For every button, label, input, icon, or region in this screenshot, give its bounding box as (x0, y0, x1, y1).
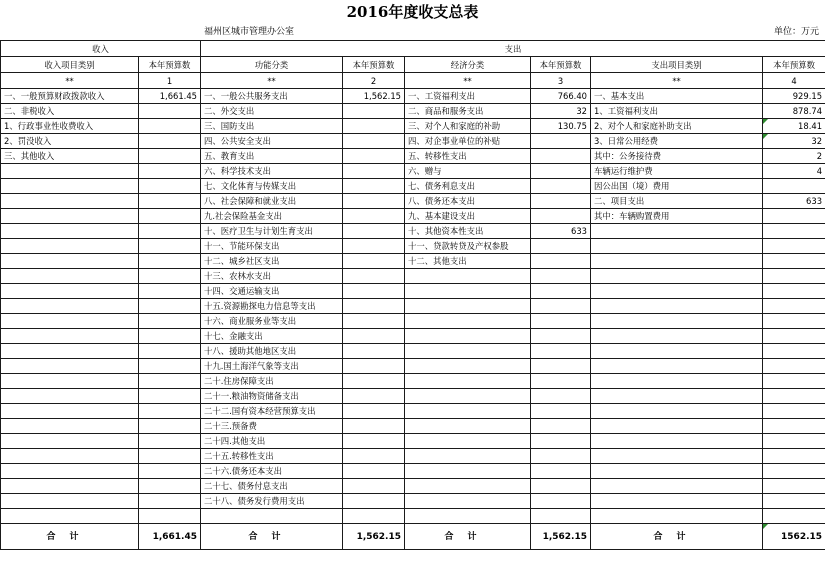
cell-c1[interactable] (1, 344, 139, 359)
col-header-economic[interactable]: 经济分类 (405, 57, 531, 73)
cell-c6[interactable] (531, 254, 591, 269)
cell-c6[interactable] (531, 509, 591, 524)
cell-c3[interactable]: 二十三.预备费 (201, 419, 343, 434)
table-row (1, 404, 825, 419)
cell-c5[interactable] (405, 464, 531, 479)
cell-c8[interactable] (763, 404, 825, 419)
cell-c7[interactable] (591, 464, 763, 479)
cell-c7[interactable]: 1、工资福利支出 (591, 104, 763, 119)
table-row (1, 509, 825, 524)
cell-c3[interactable]: 十四、交通运输支出 (201, 284, 343, 299)
cell-c7[interactable] (591, 224, 763, 239)
cell-c2[interactable] (139, 314, 201, 329)
cell-c1[interactable] (1, 224, 139, 239)
cell-c6[interactable] (531, 449, 591, 464)
cell-c6[interactable] (531, 134, 591, 149)
cell-c5[interactable] (405, 299, 531, 314)
cell-c4[interactable] (343, 209, 405, 224)
cell-c6[interactable]: 32 (531, 104, 591, 119)
cell-c8[interactable] (763, 269, 825, 284)
table-row (1, 119, 825, 134)
cell-c1[interactable] (1, 209, 139, 224)
cell-c2[interactable] (139, 434, 201, 449)
cell-c5[interactable] (405, 434, 531, 449)
table-row (1, 314, 825, 329)
cell-c1[interactable] (1, 164, 139, 179)
cell-c6[interactable] (531, 479, 591, 494)
cell-c3[interactable]: 十七、金融支出 (201, 329, 343, 344)
cell-c5[interactable]: 四、对企事业单位的补贴 (405, 134, 531, 149)
cell-c6[interactable]: 633 (531, 224, 591, 239)
cell-c1[interactable] (1, 269, 139, 284)
cell-c7[interactable] (591, 404, 763, 419)
code-cell[interactable]: ** (405, 73, 531, 89)
page-title: 2016年度收支总表 (346, 3, 479, 21)
table-row (1, 494, 825, 509)
cell-c8[interactable] (763, 509, 825, 524)
table-row (1, 134, 825, 149)
cell-c4[interactable] (343, 374, 405, 389)
cell-c4[interactable] (343, 359, 405, 374)
cell-c4[interactable] (343, 224, 405, 239)
cell-c1[interactable]: 一、一般预算财政拨款收入 (1, 89, 139, 104)
cell-c1[interactable] (1, 314, 139, 329)
income-header[interactable]: 收入 (1, 41, 201, 57)
cell-c3[interactable]: 四、公共安全支出 (201, 134, 343, 149)
col-header-function[interactable]: 功能分类 (201, 57, 343, 73)
cell-c6[interactable] (531, 359, 591, 374)
cell-c8[interactable] (763, 284, 825, 299)
cell-c6[interactable] (531, 464, 591, 479)
total-economic[interactable]: 1,562.15 (531, 524, 591, 550)
table-row (1, 479, 825, 494)
cell-c1[interactable]: 2、罚没收入 (1, 134, 139, 149)
cell-c7[interactable] (591, 239, 763, 254)
total-label[interactable]: 合计 (1, 524, 139, 550)
cell-c2[interactable] (139, 389, 201, 404)
col-header-income-category[interactable]: 收入项目类别 (1, 57, 139, 73)
cell-c6[interactable] (531, 314, 591, 329)
cell-c8[interactable] (763, 449, 825, 464)
subtitle-row (0, 25, 825, 39)
cell-c1[interactable] (1, 494, 139, 509)
cell-c4[interactable] (343, 419, 405, 434)
cell-c3[interactable]: 三、国防支出 (201, 119, 343, 134)
cell-c7[interactable] (591, 479, 763, 494)
cell-c4[interactable] (343, 194, 405, 209)
cell-c2[interactable] (139, 359, 201, 374)
cell-c2[interactable] (139, 344, 201, 359)
cell-c8[interactable] (763, 464, 825, 479)
col-header-budget-1[interactable]: 本年预算数 (139, 57, 201, 73)
cell-c2[interactable] (139, 149, 201, 164)
table-row (1, 254, 825, 269)
cell-c4[interactable] (343, 134, 405, 149)
cell-c7[interactable] (591, 374, 763, 389)
table-row (1, 179, 825, 194)
cell-c3[interactable]: 十六、商业服务业等支出 (201, 314, 343, 329)
table-row (1, 434, 825, 449)
cell-c4[interactable] (343, 179, 405, 194)
table-row (1, 344, 825, 359)
cell-c7[interactable]: 其中：车辆购置费用 (591, 209, 763, 224)
cell-c1[interactable] (1, 284, 139, 299)
cell-c1[interactable] (1, 479, 139, 494)
cell-c8[interactable] (763, 314, 825, 329)
cell-c3[interactable] (201, 509, 343, 524)
cell-c8[interactable] (763, 299, 825, 314)
cell-c5[interactable] (405, 389, 531, 404)
cell-c5[interactable]: 十、其他资本性支出 (405, 224, 531, 239)
cell-c5[interactable] (405, 479, 531, 494)
cell-c3[interactable]: 五、教育支出 (201, 149, 343, 164)
cell-c3[interactable]: 九.社会保险基金支出 (201, 209, 343, 224)
code-cell[interactable]: ** (1, 73, 139, 89)
cell-c5[interactable] (405, 494, 531, 509)
cell-c1[interactable]: 二、非税收入 (1, 104, 139, 119)
cell-c4[interactable] (343, 149, 405, 164)
unit-label: 单位：万元 (773, 27, 819, 37)
cell-c2[interactable] (139, 224, 201, 239)
cell-c7[interactable] (591, 314, 763, 329)
cell-c8[interactable] (763, 389, 825, 404)
summary-table (0, 40, 825, 550)
cell-c5[interactable]: 六、赠与 (405, 164, 531, 179)
code-cell[interactable]: 3 (531, 73, 591, 89)
table-row (1, 284, 825, 299)
cell-c2[interactable] (139, 419, 201, 434)
cell-c4[interactable] (343, 509, 405, 524)
cell-c2[interactable] (139, 494, 201, 509)
cell-c5[interactable] (405, 449, 531, 464)
table-row (1, 449, 825, 464)
cell-c3[interactable]: 十、医疗卫生与计划生育支出 (201, 224, 343, 239)
cell-c8[interactable] (763, 224, 825, 239)
cell-c8[interactable]: 633 (763, 194, 825, 209)
cell-c4[interactable] (343, 494, 405, 509)
cell-c3[interactable]: 十二、城乡社区支出 (201, 254, 343, 269)
cell-c5[interactable] (405, 314, 531, 329)
cell-c5[interactable] (405, 419, 531, 434)
total-expense-category[interactable]: 1562.15 (763, 524, 825, 550)
cell-c3[interactable]: 十五.资源勘探电力信息等支出 (201, 299, 343, 314)
cell-c6[interactable] (531, 179, 591, 194)
cell-c4[interactable] (343, 299, 405, 314)
table-row (1, 269, 825, 284)
cell-c3[interactable]: 二十六.债务还本支出 (201, 464, 343, 479)
cell-c1[interactable] (1, 179, 139, 194)
cell-c2[interactable] (139, 329, 201, 344)
cell-c7[interactable] (591, 509, 763, 524)
cell-c6[interactable] (531, 344, 591, 359)
cell-c7[interactable] (591, 449, 763, 464)
cell-c7[interactable] (591, 284, 763, 299)
cell-c4[interactable] (343, 434, 405, 449)
cell-c6[interactable] (531, 374, 591, 389)
cell-c5[interactable]: 九、基本建设支出 (405, 209, 531, 224)
cell-c6[interactable]: 130.75 (531, 119, 591, 134)
cell-c4[interactable] (343, 314, 405, 329)
cell-c3[interactable]: 十三、农林水支出 (201, 269, 343, 284)
table-row (1, 194, 825, 209)
cell-c8[interactable]: 929.15 (763, 89, 825, 104)
table-row (1, 224, 825, 239)
table-row (1, 359, 825, 374)
cell-c6[interactable] (531, 164, 591, 179)
cell-c4[interactable] (343, 404, 405, 419)
cell-c2[interactable] (139, 299, 201, 314)
cell-c1[interactable] (1, 419, 139, 434)
col-header-budget-4[interactable]: 本年预算数 (763, 57, 825, 73)
cell-c7[interactable]: 车辆运行维护费 (591, 164, 763, 179)
cell-c8[interactable] (763, 374, 825, 389)
cell-c7[interactable]: 二、项目支出 (591, 194, 763, 209)
cell-c6[interactable] (531, 329, 591, 344)
cell-c4[interactable] (343, 464, 405, 479)
col-header-budget-3[interactable]: 本年预算数 (531, 57, 591, 73)
cell-c2[interactable] (139, 509, 201, 524)
cell-c3[interactable]: 七、文化体育与传媒支出 (201, 179, 343, 194)
cell-c1[interactable] (1, 509, 139, 524)
cell-c5[interactable] (405, 509, 531, 524)
expense-header[interactable]: 支出 (201, 41, 825, 57)
cell-c1[interactable] (1, 194, 139, 209)
cell-c4[interactable]: 1,562.15 (343, 89, 405, 104)
cell-c2[interactable] (139, 449, 201, 464)
cell-c7[interactable]: 2、对个人和家庭补助支出 (591, 119, 763, 134)
cell-c2[interactable] (139, 104, 201, 119)
cell-c3[interactable]: 八、社会保障和就业支出 (201, 194, 343, 209)
header-row-1 (1, 41, 825, 57)
cell-c8[interactable] (763, 479, 825, 494)
cell-c4[interactable] (343, 329, 405, 344)
cell-c4[interactable] (343, 164, 405, 179)
table-row (1, 419, 825, 434)
cell-c2[interactable] (139, 239, 201, 254)
cell-c8[interactable] (763, 254, 825, 269)
cell-c2[interactable] (139, 479, 201, 494)
col-header-expense-category[interactable]: 支出项目类别 (591, 57, 763, 73)
cell-c1[interactable] (1, 434, 139, 449)
cell-c7[interactable] (591, 299, 763, 314)
cell-c7[interactable] (591, 359, 763, 374)
table-row (1, 149, 825, 164)
cell-c5[interactable]: 一、工资福利支出 (405, 89, 531, 104)
cell-c5[interactable] (405, 284, 531, 299)
cell-c6[interactable]: 766.40 (531, 89, 591, 104)
cell-c8[interactable]: 18.41 (763, 119, 825, 134)
cell-c2[interactable] (139, 374, 201, 389)
cell-c2[interactable]: 1,661.45 (139, 89, 201, 104)
cell-c4[interactable] (343, 119, 405, 134)
cell-c1[interactable] (1, 404, 139, 419)
cell-c5[interactable]: 十二、其他支出 (405, 254, 531, 269)
cell-c3[interactable]: 十九.国土海洋气象等支出 (201, 359, 343, 374)
cell-c3[interactable]: 二十.住房保障支出 (201, 374, 343, 389)
cell-c8[interactable] (763, 329, 825, 344)
cell-c8[interactable] (763, 179, 825, 194)
cell-c5[interactable]: 三、对个人和家庭的补助 (405, 119, 531, 134)
cell-c7[interactable]: 3、日常公用经费 (591, 134, 763, 149)
cell-c7[interactable]: 因公出国（境）费用 (591, 179, 763, 194)
cell-c5[interactable] (405, 269, 531, 284)
code-cell[interactable]: 2 (343, 73, 405, 89)
cell-c6[interactable] (531, 419, 591, 434)
cell-c2[interactable] (139, 209, 201, 224)
table-row (1, 164, 825, 179)
cell-c6[interactable] (531, 299, 591, 314)
cell-c6[interactable] (531, 434, 591, 449)
cell-c6[interactable] (531, 284, 591, 299)
cell-c4[interactable] (343, 344, 405, 359)
cell-c8[interactable] (763, 359, 825, 374)
cell-c4[interactable] (343, 479, 405, 494)
table-row (1, 209, 825, 224)
cell-c3[interactable]: 二、外交支出 (201, 104, 343, 119)
cell-c2[interactable] (139, 134, 201, 149)
cell-c6[interactable] (531, 209, 591, 224)
cell-c2[interactable] (139, 269, 201, 284)
table-row (1, 299, 825, 314)
table-row (1, 89, 825, 104)
cell-c8[interactable] (763, 239, 825, 254)
cell-c2[interactable] (139, 254, 201, 269)
cell-c1[interactable] (1, 239, 139, 254)
cell-c7[interactable] (591, 254, 763, 269)
cell-c1[interactable] (1, 329, 139, 344)
cell-c1[interactable] (1, 389, 139, 404)
total-label[interactable]: 合计 (405, 524, 531, 550)
cell-c1[interactable] (1, 254, 139, 269)
code-cell[interactable]: 4 (763, 73, 825, 89)
cell-c5[interactable] (405, 329, 531, 344)
cell-c3[interactable]: 二十七、债务付息支出 (201, 479, 343, 494)
cell-c3[interactable]: 二十五.转移性支出 (201, 449, 343, 464)
cell-c7[interactable]: 一、基本支出 (591, 89, 763, 104)
cell-c7[interactable]: 其中：公务接待费 (591, 149, 763, 164)
cell-c2[interactable] (139, 179, 201, 194)
department-name: 福州区城市管理办公室 (204, 27, 295, 37)
cell-c6[interactable] (531, 194, 591, 209)
cell-c3[interactable]: 二十四.其他支出 (201, 434, 343, 449)
cell-c1[interactable] (1, 449, 139, 464)
cell-c8[interactable] (763, 434, 825, 449)
cell-c5[interactable]: 七、债务利息支出 (405, 179, 531, 194)
cell-c4[interactable] (343, 389, 405, 404)
table-row (1, 464, 825, 479)
col-header-budget-2[interactable]: 本年预算数 (343, 57, 405, 73)
cell-c3[interactable]: 二十八、债务发行费用支出 (201, 494, 343, 509)
cell-c1[interactable] (1, 299, 139, 314)
cell-c5[interactable]: 八、债务还本支出 (405, 194, 531, 209)
cell-c5[interactable]: 十一、贷款转贷及产权参股 (405, 239, 531, 254)
cell-c6[interactable] (531, 494, 591, 509)
code-cell[interactable]: 1 (139, 73, 201, 89)
cell-c7[interactable] (591, 434, 763, 449)
cell-c7[interactable] (591, 344, 763, 359)
cell-c8[interactable]: 32 (763, 134, 825, 149)
cell-c4[interactable] (343, 239, 405, 254)
table-row (1, 239, 825, 254)
cell-c2[interactable] (139, 284, 201, 299)
cell-c1[interactable] (1, 359, 139, 374)
cell-c3[interactable]: 二十二.国有资本经营预算支出 (201, 404, 343, 419)
cell-c8[interactable] (763, 419, 825, 434)
cell-c4[interactable] (343, 269, 405, 284)
total-function[interactable]: 1,562.15 (343, 524, 405, 550)
cell-c5[interactable] (405, 359, 531, 374)
cell-c7[interactable] (591, 269, 763, 284)
cell-c8[interactable] (763, 209, 825, 224)
cell-c2[interactable] (139, 464, 201, 479)
cell-c6[interactable] (531, 239, 591, 254)
cell-c5[interactable] (405, 374, 531, 389)
cell-c5[interactable] (405, 404, 531, 419)
cell-c1[interactable] (1, 464, 139, 479)
table-row (1, 329, 825, 344)
total-row (1, 524, 825, 550)
cell-c4[interactable] (343, 449, 405, 464)
cell-c8[interactable]: 878.74 (763, 104, 825, 119)
cell-c5[interactable]: 五、转移性支出 (405, 149, 531, 164)
cell-c8[interactable] (763, 494, 825, 509)
cell-c6[interactable] (531, 404, 591, 419)
cell-c8[interactable]: 4 (763, 164, 825, 179)
cell-c6[interactable] (531, 389, 591, 404)
table-row (1, 104, 825, 119)
total-income[interactable]: 1,661.45 (139, 524, 201, 550)
cell-c7[interactable] (591, 419, 763, 434)
cell-c5[interactable]: 二、商品和服务支出 (405, 104, 531, 119)
cell-c4[interactable] (343, 104, 405, 119)
total-label[interactable]: 合计 (591, 524, 763, 550)
cell-c8[interactable]: 2 (763, 149, 825, 164)
header-row-2 (1, 57, 825, 73)
cell-c6[interactable] (531, 269, 591, 284)
cell-c7[interactable] (591, 329, 763, 344)
cell-c1[interactable] (1, 374, 139, 389)
cell-c1[interactable]: 1、行政事业性收费收入 (1, 119, 139, 134)
cell-c1[interactable]: 三、其他收入 (1, 149, 139, 164)
cell-c2[interactable] (139, 119, 201, 134)
table-row (1, 374, 825, 389)
table-row (1, 389, 825, 404)
cell-c4[interactable] (343, 284, 405, 299)
cell-c2[interactable] (139, 164, 201, 179)
cell-c3[interactable]: 十八、援助其他地区支出 (201, 344, 343, 359)
cell-c7[interactable] (591, 494, 763, 509)
cell-c6[interactable] (531, 149, 591, 164)
code-cell[interactable]: ** (591, 73, 763, 89)
cell-c8[interactable] (763, 344, 825, 359)
cell-c7[interactable] (591, 389, 763, 404)
cell-c3[interactable]: 六、科学技术支出 (201, 164, 343, 179)
cell-c3[interactable]: 一、一般公共服务支出 (201, 89, 343, 104)
cell-c3[interactable]: 十一、节能环保支出 (201, 239, 343, 254)
cell-c4[interactable] (343, 254, 405, 269)
total-label[interactable]: 合计 (201, 524, 343, 550)
cell-c3[interactable]: 二十一.粮油物资储备支出 (201, 389, 343, 404)
cell-c5[interactable] (405, 344, 531, 359)
cell-c2[interactable] (139, 194, 201, 209)
cell-c2[interactable] (139, 404, 201, 419)
code-cell[interactable]: ** (201, 73, 343, 89)
code-row (1, 73, 825, 89)
